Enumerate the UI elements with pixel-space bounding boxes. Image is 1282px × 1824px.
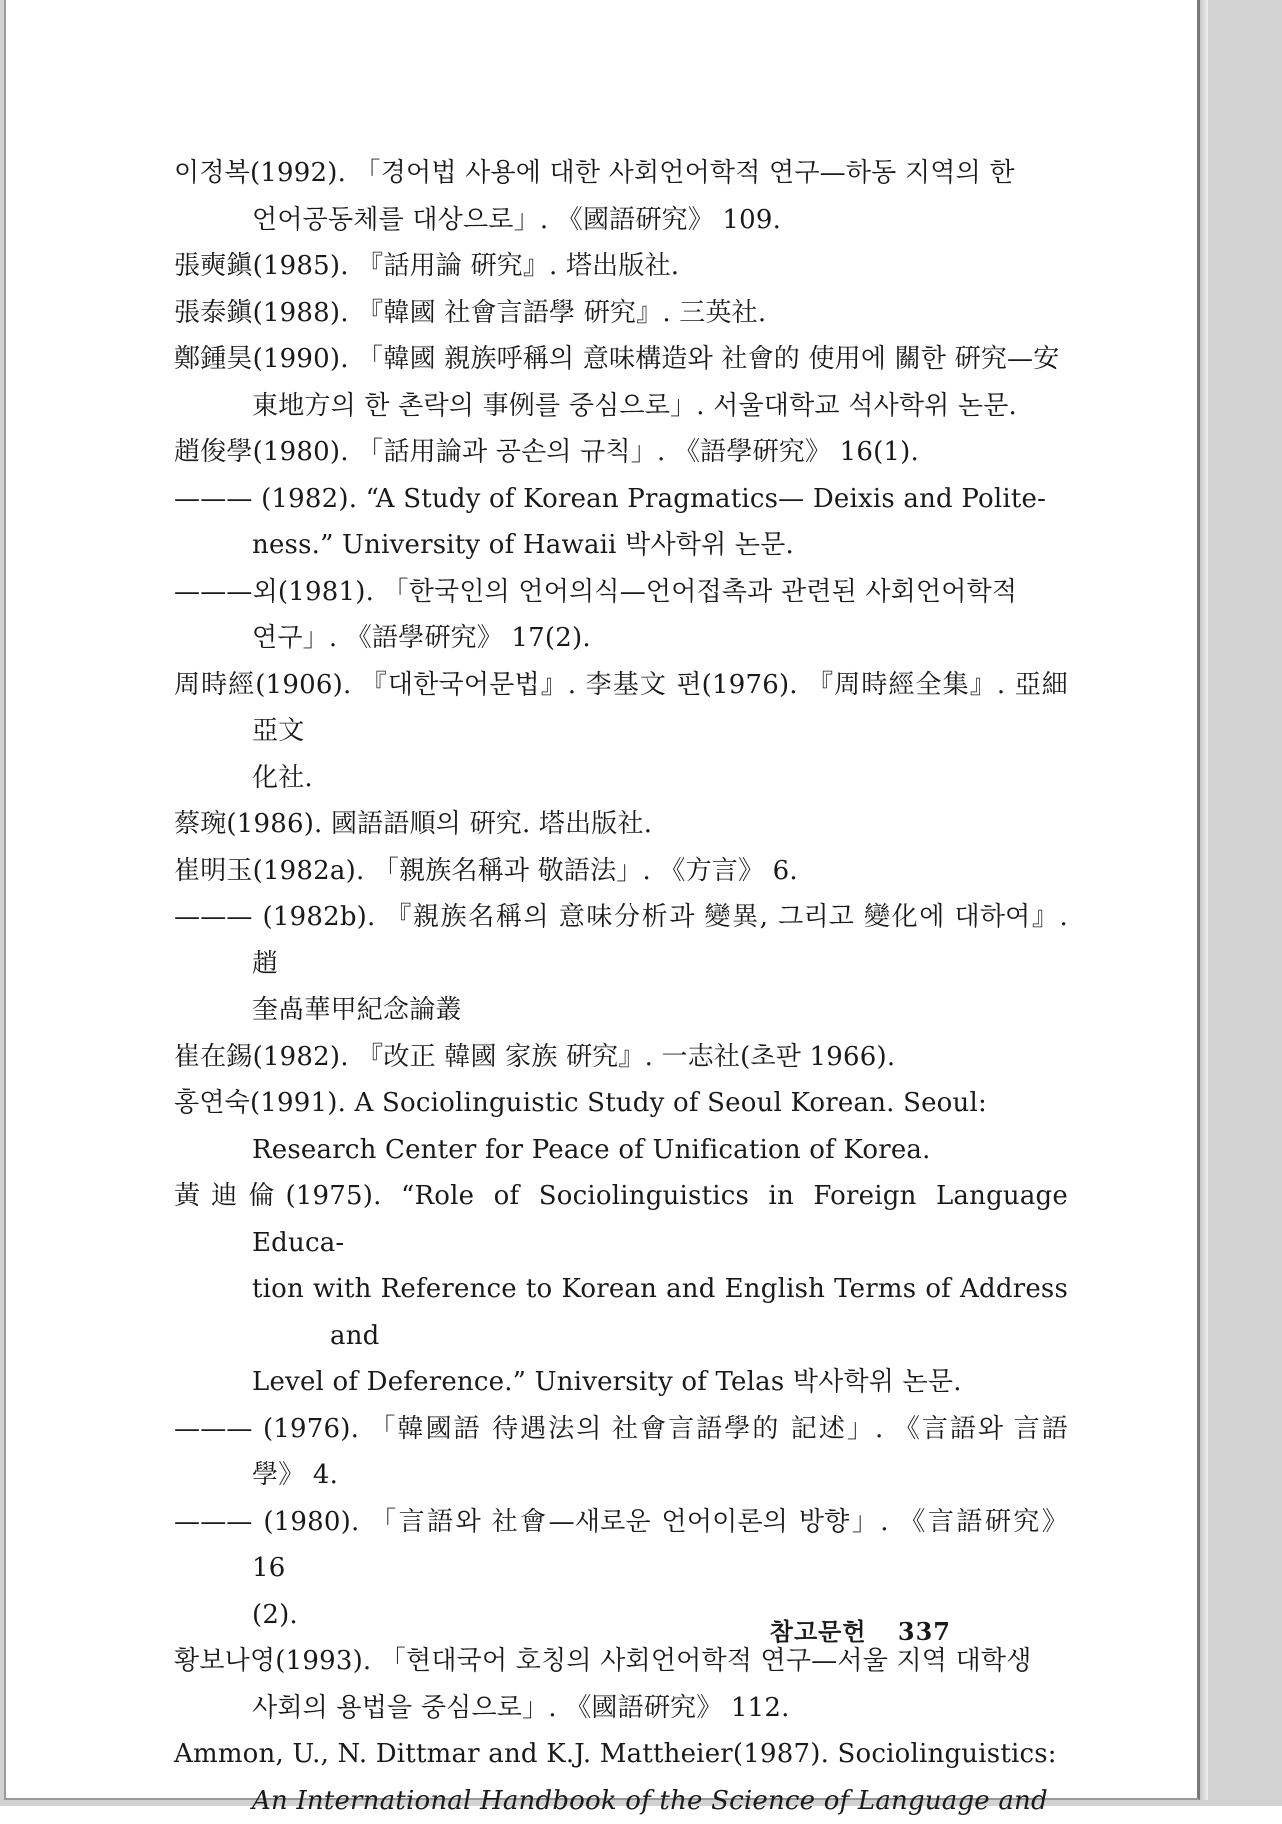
reference-line: 化社.	[252, 755, 1068, 802]
reference-line: ——— (1982b). 『親族名稱의 意味分析과 變異, 그리고 變化에 대하여』. 趙	[252, 894, 1068, 987]
reference-line: 趙俊學(1980). 「話用論과 공손의 규칙」. 《語學硏究》 16(1).	[252, 429, 1068, 476]
reference-entry	[174, 662, 1068, 802]
reference-line: 張泰鎭(1988). 『韓國 社會言語學 硏究』. 三英社.	[252, 290, 1068, 337]
reference-entry	[174, 1080, 1068, 1173]
reference-line: ———외(1981). 「한국인의 언어의식—언어접촉과 관련된 사회언어학적	[252, 569, 1068, 616]
reference-line: 奎卨華甲紀念論叢	[252, 987, 1068, 1034]
reference-line: 황보나영(1993). 「현대국어 호칭의 사회언어학적 연구—서울 지역 대학생	[252, 1638, 1068, 1685]
reference-line: 사회의 용법을 중심으로」. 《國語硏究》 112.	[252, 1685, 1068, 1732]
reference-line: 鄭鍾昊(1990). 「韓國 親族呼稱의 意味構造와 社會的 使用에 關한 硏究—安	[252, 336, 1068, 383]
reference-entry	[174, 569, 1068, 662]
footer-section-title: 참고문헌	[770, 1612, 867, 1647]
reference-line: 蔡琬(1986). 國語語順의 硏究. 塔出版社.	[252, 801, 1068, 848]
reference-list	[174, 150, 1068, 1824]
reference-entry	[174, 1731, 1068, 1824]
reference-entry	[174, 894, 1068, 1034]
reference-line: ——— (1976). 「韓國語 待遇法의 社會言語學的 記述」. 《言語와 言語學》 4.	[252, 1406, 1068, 1499]
reference-entry	[174, 243, 1068, 290]
reference-line: ness.” University of Hawaii 박사학위 논문.	[252, 522, 1068, 569]
reference-line: 언어공동체를 대상으로」. 《國語硏究》 109.	[252, 197, 1068, 244]
reference-line: Ammon, U., N. Dittmar and K.J. Mattheier(1987). Sociolinguistics:	[252, 1731, 1068, 1778]
reference-line: An International Handbook of the Science of Language and	[252, 1778, 1068, 1824]
reference-line: tion with Reference to Korean and English Terms of Address and	[252, 1266, 1068, 1359]
reference-line: ——— (1980). 「言語와 社會—새로운 언어이론의 방향」. 《言語硏究》 16	[252, 1499, 1068, 1592]
reference-entry	[174, 848, 1068, 895]
reference-line: 黃迪倫(1975). “Role of Sociolinguistics in Foreign Language Educa-	[252, 1173, 1068, 1266]
reference-line: 이정복(1992). 「경어법 사용에 대한 사회언어학적 연구—하동 지역의 한	[252, 150, 1068, 197]
reference-entry	[174, 336, 1068, 429]
page-edge-shadow	[1200, 0, 1208, 1800]
reference-entry	[174, 1406, 1068, 1499]
reference-line: 홍연숙(1991). A Sociolinguistic Study of Seoul Korean. Seoul:	[252, 1080, 1068, 1127]
reference-line: ——— (1982). “A Study of Korean Pragmatics— Deixis and Polite-	[252, 476, 1068, 523]
reference-entry	[174, 290, 1068, 337]
reference-line: Level of Deference.” University of Telas 박사학위 논문.	[252, 1359, 1068, 1406]
reference-line: 崔在錫(1982). 『改正 韓國 家族 硏究』. 一志社(초판 1966).	[252, 1034, 1068, 1081]
document-page	[4, 0, 1200, 1800]
reference-line: 연구」. 《語學硏究》 17(2).	[252, 615, 1068, 662]
reference-entry	[174, 429, 1068, 476]
reference-line: 張奭鎭(1985). 『話用論 硏究』. 塔出版社.	[252, 243, 1068, 290]
reference-entry	[174, 1034, 1068, 1081]
reference-entry	[174, 801, 1068, 848]
page-number: 337	[898, 1617, 951, 1646]
reference-entry	[174, 1173, 1068, 1406]
page-footer	[770, 1612, 951, 1647]
reference-entry	[174, 150, 1068, 243]
reference-entry	[174, 1638, 1068, 1731]
reference-line: Research Center for Peace of Unification of Korea.	[252, 1127, 1068, 1174]
reference-line: 周時經(1906). 『대한국어문법』. 李基文 편(1976). 『周時經全集』. 亞細亞文	[252, 662, 1068, 755]
reference-line: 東地方의 한 촌락의 事例를 중심으로」. 서울대학교 석사학위 논문.	[252, 383, 1068, 430]
reference-line: (2).	[252, 1592, 1068, 1639]
reference-line: 崔明玉(1982a). 「親族名稱과 敬語法」. 《方言》 6.	[252, 848, 1068, 895]
reference-entry	[174, 476, 1068, 569]
